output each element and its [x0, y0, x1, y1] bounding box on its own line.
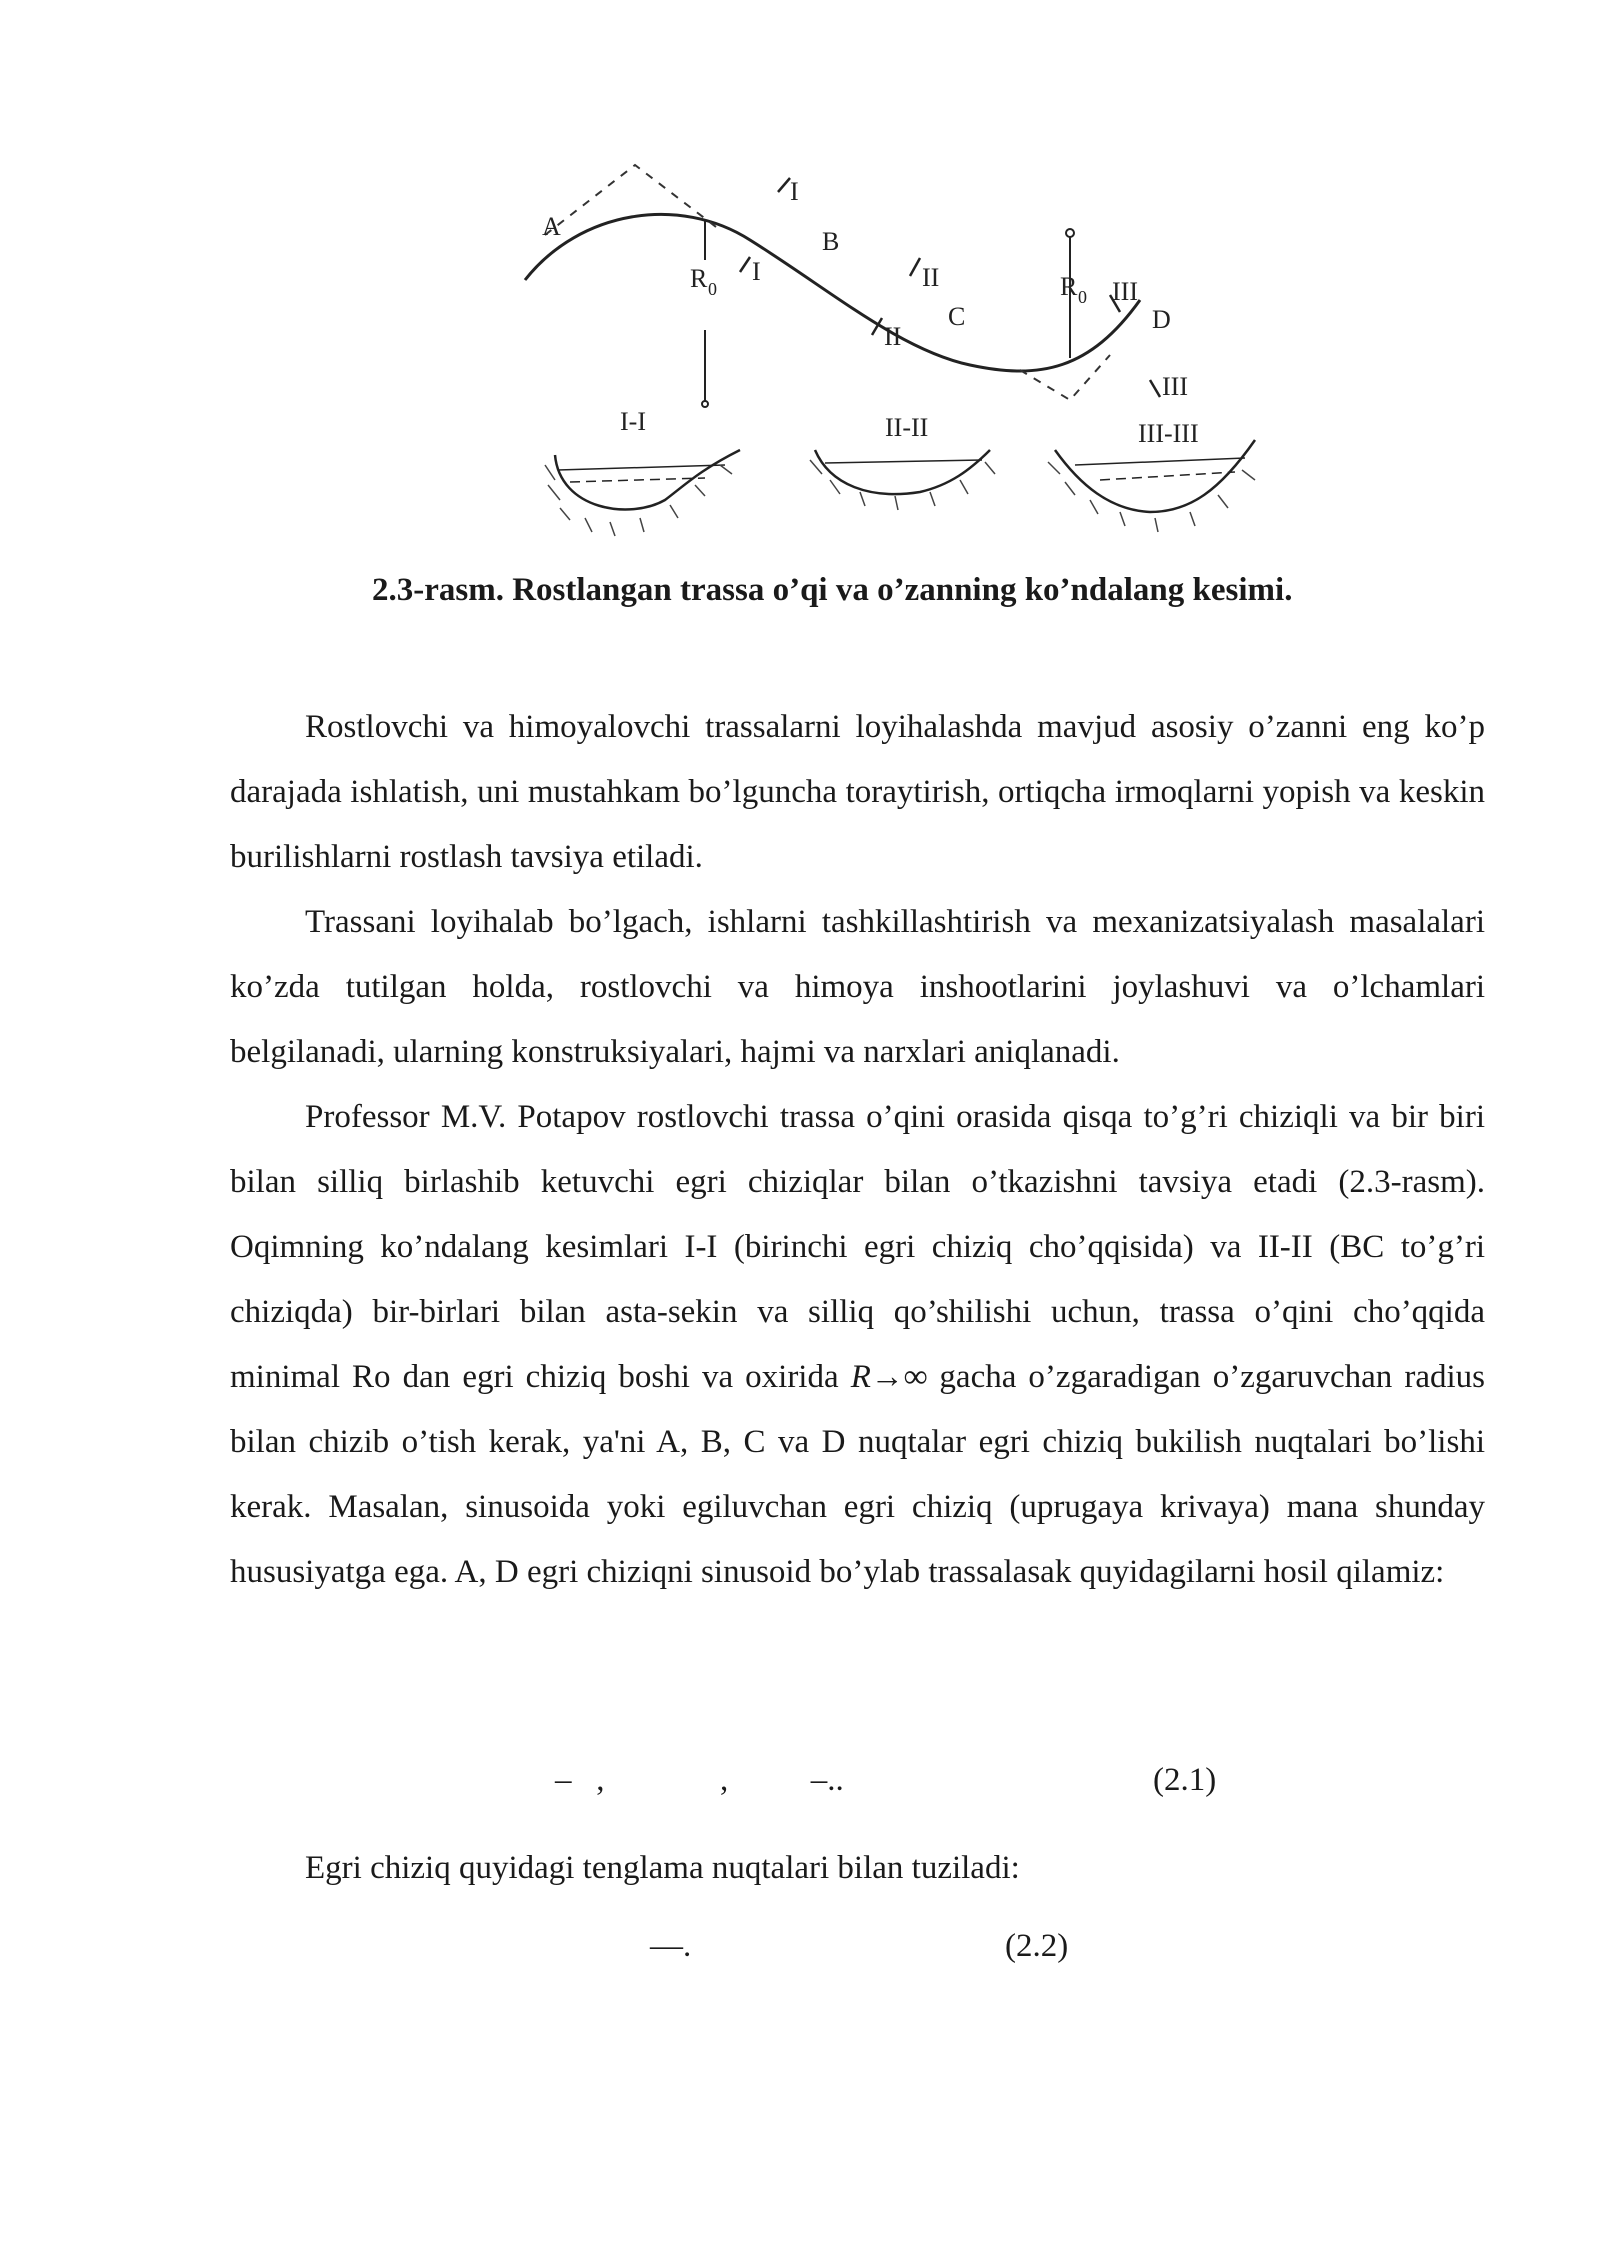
section-mark-1a [778, 178, 790, 192]
label-B: B [822, 227, 840, 256]
label-sec-3a: III [1112, 277, 1138, 306]
section-mark-2a [910, 258, 920, 276]
label-sec-2a: II [922, 263, 940, 292]
label-sec-2b: II [884, 322, 902, 351]
cross-section-1 [555, 450, 740, 510]
paragraph-3-math: R→∞ [850, 1359, 928, 1395]
label-sec-3b: III [1162, 372, 1188, 401]
label-r0-2: R [1060, 272, 1078, 301]
tangent-dashed-2 [1020, 355, 1110, 400]
paragraph-2: Trassani loyihalab bo’lgach, ishlarni tashkillashtirish va mexanizatsiyalash masalalari ko’zda tutilgan holda, rostlovchi va himoya inshootlarini joylashuvi va o’lchamlari belgilanadi, ularning konstruksiyalari, hajmi va narxlari aniqlanadi. [230, 904, 1485, 1070]
formula-2-2: —. [650, 1928, 692, 1964]
label-cross-2: II-II [885, 413, 929, 442]
paragraph-3-part-2: gacha o’zgaradigan o’zgaruvchan radius bilan chizib o’tish kerak, ya'ni A, B, C va D nuqtalar egri chiziq bukilish nuqtalari bo’lishi kerak. Masalan, sinusoida yoki egiluvchan egri chiziq (uprugaya krivaya) mana shunday hususiyatga ega. A, D egri chiziqni sinusoid bo’ylab trassalasak quyidagilarni hosil qilamiz: [230, 1359, 1485, 1590]
paragraph-4: Egri chiziq quyidagi tenglama nuqtalari bilan tuziladi: [305, 1850, 1020, 1886]
formula-2-1: – , , –.. [555, 1762, 844, 1798]
formula-2-1-number: (2.1) [1153, 1762, 1217, 1798]
formula-2-2-number: (2.2) [1005, 1928, 1069, 1964]
paragraph-1: Rostlovchi va himoyalovchi trassalarni loyihalashda mavjud asosiy o’zanni eng ko’p darajada ishlatish, uni mustahkam bo’lguncha toraytirish, ortiqcha irmoqlarni yopish va keskin burilishlarni rostlash tavsiya etiladi. [230, 709, 1485, 875]
figure-trassa-diagram [500, 140, 1300, 560]
paragraph-3-part-1: Professor M.V. Potapov rostlovchi trassa o’qini orasida qisqa to’g’ri chiziqli va bir biri bilan silliq birlashib ketuvchi egri chiziqlar bilan o’tkazishni tavsiya etadi (2.3-rasm). Oqimning ko’ndalang kesimlari I-I (birinchi egri chiziq cho’qqisida) va II-II (BC to’g’ri chiziqda) bir-birlari bilan asta-sekin va silliq qo’shilishi uchun, trassa o’qini cho’qqida minimal Ro dan egri chiziq boshi va oxirida [230, 1099, 1485, 1395]
label-cross-3: III-III [1138, 419, 1199, 448]
figure-caption: 2.3-rasm. Rostlangan trassa o’qi va o’zanning ko’ndalang kesimi. [372, 572, 1293, 608]
label-D: D [1152, 305, 1171, 334]
cross-section-2-hatch [810, 460, 995, 510]
section-mark-1b [740, 257, 750, 272]
label-sec-1b: I [752, 257, 761, 286]
section-mark-3b [1150, 380, 1160, 397]
label-C: C [948, 302, 966, 331]
label-cross-1: I-I [620, 407, 646, 436]
label-A: A [542, 212, 561, 241]
cross-section-3 [1055, 440, 1255, 512]
paragraph-3 [230, 1085, 1485, 1605]
cross-section-1-hatch [545, 465, 732, 536]
label-r0-2-sub: 0 [1078, 287, 1087, 307]
tangent-dashed-1 [545, 165, 720, 235]
label-r0-1: R [690, 264, 708, 293]
label-sec-1a: I [790, 177, 799, 206]
trassa-sketch [500, 140, 1300, 560]
cross-section-3-hatch [1048, 462, 1255, 532]
label-r0-1-sub: 0 [708, 279, 717, 299]
body-text [230, 695, 1485, 1605]
